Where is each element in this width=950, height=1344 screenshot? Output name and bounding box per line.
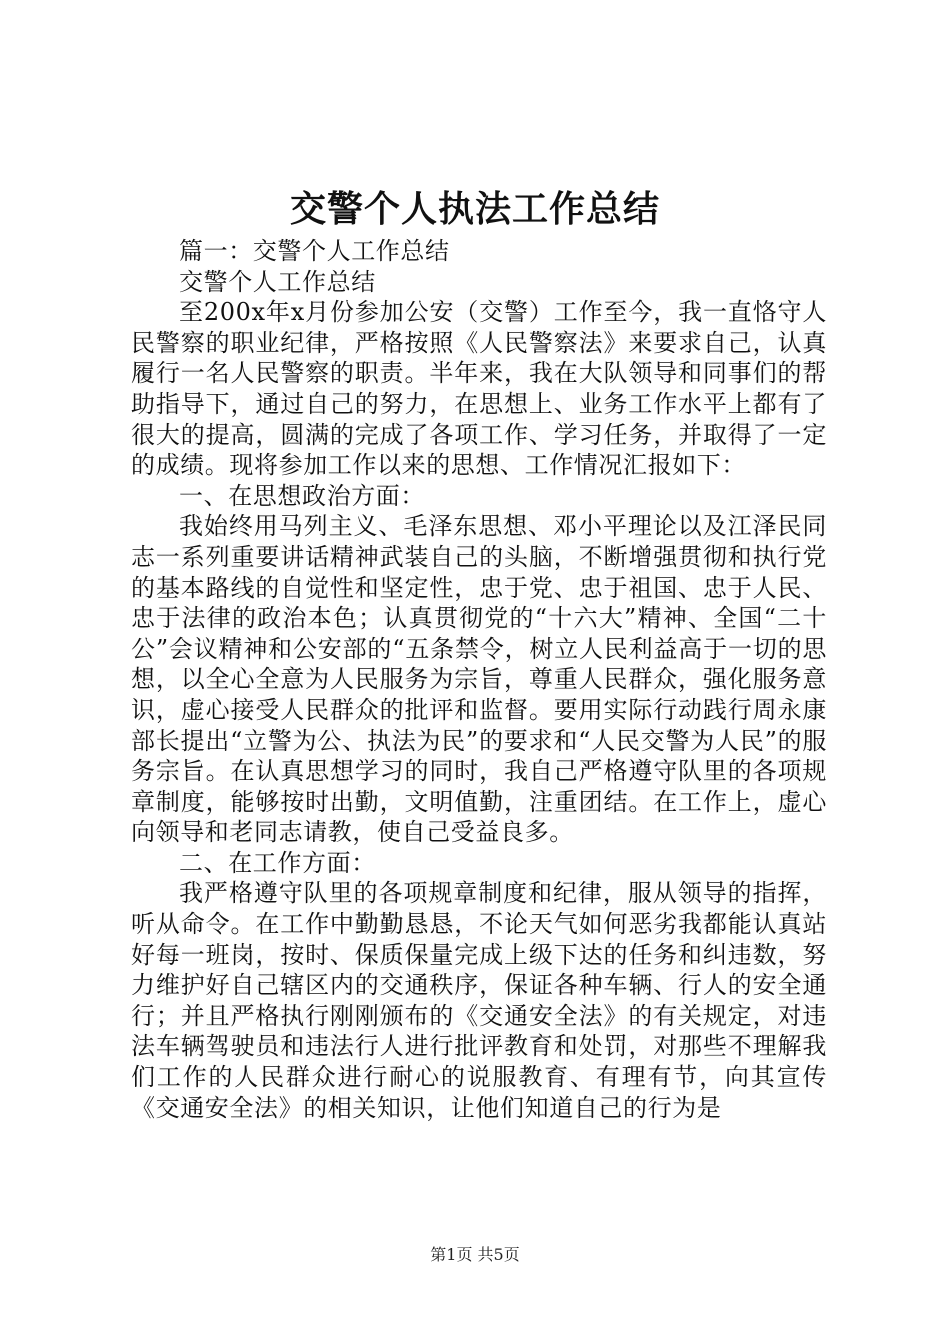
political-paragraph: 我始终用马列主义、毛泽东思想、邓小平理论以及江泽民同志一系列重要讲话精神武装自己的头脑，不断增强贯彻和执行党的基本路线的自觉性和坚定性，忠于党、忠于祖国、忠于人民、忠于法律的政治本色；认真贯彻党的“十六大”精神、全国“二十公”会议精神和公安部的“五条禁令，树立人民利益高于一切的思想，以全心全意为人民服务为宗旨，尊重人民群众，强化服务意识，虚心接受人民群众的批评和监督。要用实际行动践行周永康部长提出“立警为公、执法为民”的要求和“人民交警为人民”的服务宗旨。在认真思想学习的同时，我自己严格遵守队里的各项规章制度，能够按时出勤，文明值勤，注重团结。在工作上，虚心向领导和老同志请教，使自己受益良多。 — [131, 512, 827, 847]
document-body — [131, 236, 827, 1123]
section-heading-political: 一、在思想政治方面： — [179, 481, 425, 510]
document-title: 交警个人执法工作总结 — [289, 188, 660, 230]
subtitle: 交警个人工作总结 — [179, 267, 376, 296]
section-heading-work: 二、在工作方面： — [179, 848, 376, 877]
section-heading: 篇一：交警个人工作总结 — [179, 237, 450, 265]
intro-paragraph: 至200x年x月份参加公安（交警）工作至今，我一直恪守人民警察的职业纪律，严格按照《人民警察法》来要求自己，认真履行一名人民警察的职责。半年来，我在大队领导和同事们的帮助指导下，通过自己的努力，在思想上、业务工作水平上都有了很大的提高，圆满的完成了各项工作、学习任务，并取得了一定的成绩。现将参加工作以来的思想、工作情况汇报如下： — [131, 298, 827, 480]
page-footer: 第1页 共5页 — [430, 1245, 520, 1264]
work-paragraph: 我严格遵守队里的各项规章制度和纪律，服从领导的指挥，听从命令。在工作中勤勤恳恳，不论天气如何恶劣我都能认真站好每一班岗，按时、保质保量完成上级下达的任务和纠违数，努力维护好自己辖区内的交通秩序，保证各种车辆、行人的安全通行；并且严格执行刚刚颁布的《交通安全法》的有关规定，对违法车辆驾驶员和违法行人进行批评教育和处罚，对那些不理解我们工作的人民群众进行耐心的说服教育、有理有节，向其宣传《交通安全法》的相关知识，让他们知道自己的行为是 — [131, 879, 827, 1122]
